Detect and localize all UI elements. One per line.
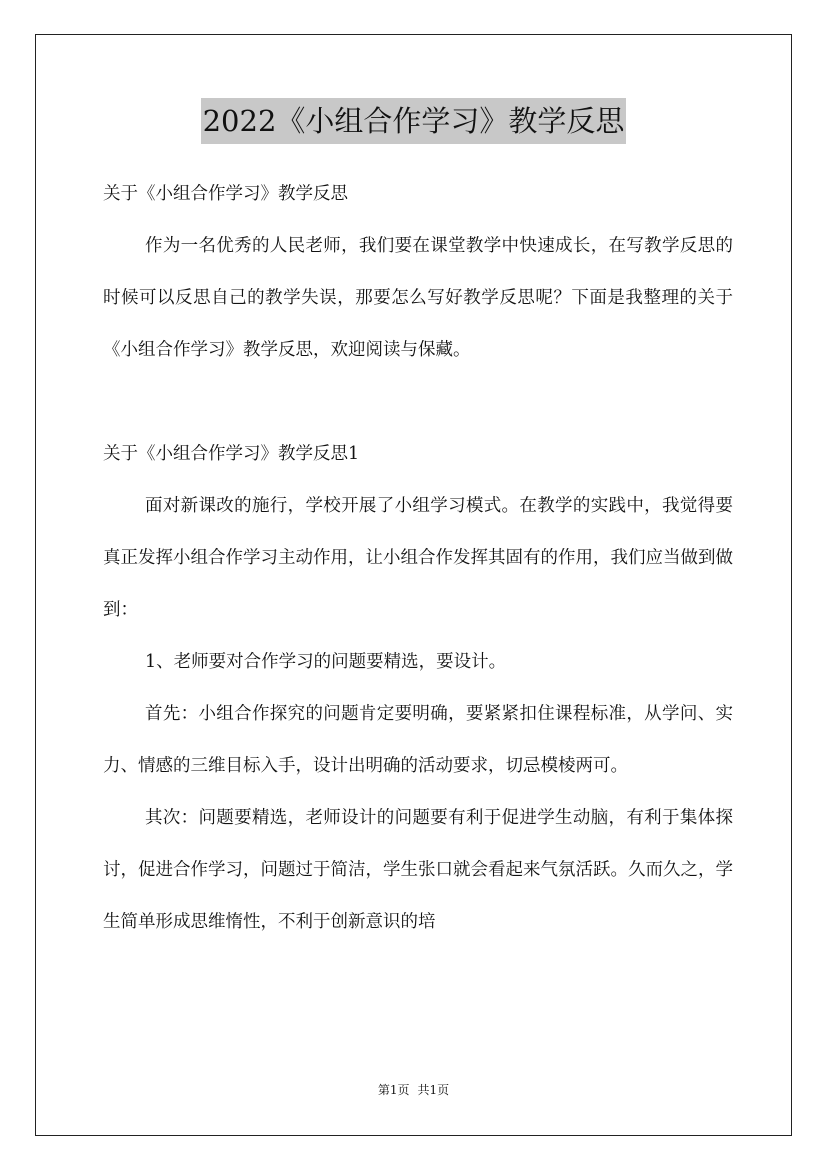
body-paragraph: 面对新课改的施行，学校开展了小组学习模式。在教学的实践中，我觉得要真正发挥小组合作学习主动作用，让小组合作发挥其固有的作用，我们应当做到做到： <box>103 496 733 620</box>
body-paragraph: 1、老师要对合作学习的问题要精选，要设计。 <box>145 652 507 672</box>
section-spacer <box>103 376 733 428</box>
page-number: 第1页 <box>377 1083 410 1097</box>
intro-paragraph: 作为一名优秀的人民老师，我们要在课堂教学中快速成长，在写教学反思的时候可以反思自己的教学失误，那要怎么写好教学反思呢？下面是我整理的关于《小组合作学习》教学反思，欢迎阅读与保藏。 <box>103 236 733 360</box>
intro-heading: 关于《小组合作学习》教学反思 <box>103 184 348 204</box>
page-footer <box>0 1080 827 1100</box>
document-body <box>103 168 733 948</box>
title-container <box>0 98 827 144</box>
body-paragraph: 其次：问题要精选，老师设计的问题要有利于促进学生动脑，有利于集体探讨，促进合作学习，问题过于简洁，学生张口就会看起来气氛活跃。久而久之，学生简单形成思维惰性，不利于创新意识的培 <box>103 808 733 932</box>
body-paragraph: 首先：小组合作探究的问题肯定要明确，要紧紧扣住课程标准，从学问、实力、情感的三维目标入手，设计出明确的活动要求，切忌模棱两可。 <box>103 704 733 776</box>
document-title: 2022《小组合作学习》教学反思 <box>201 98 627 144</box>
page-total: 共1页 <box>417 1083 450 1097</box>
section-heading: 关于《小组合作学习》教学反思1 <box>103 444 360 464</box>
